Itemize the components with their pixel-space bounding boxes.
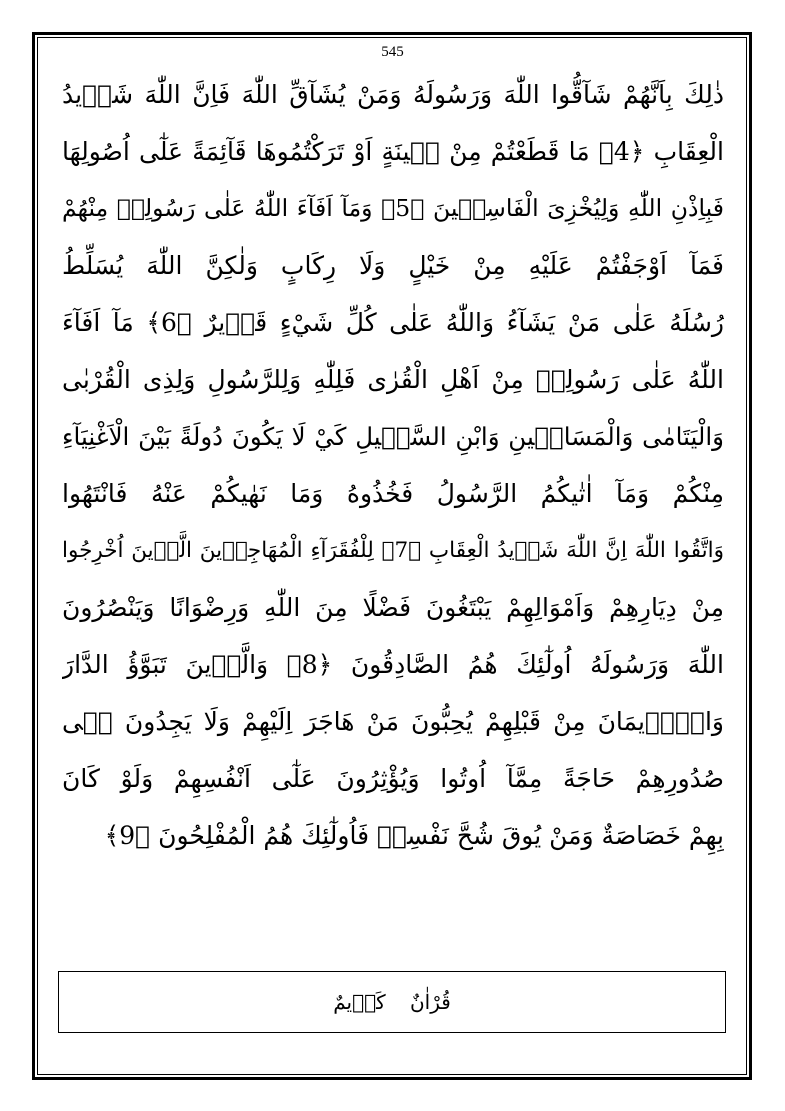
verse-text-block [62,66,724,864]
footer-label: قُرْاٰنٌ كَرٖيمٌ [333,990,451,1014]
verse-line-10: مِنْ دِيَارِهِمْ وَاَمْوَالِهِمْ يَبْتَغُونَ فَضْلًا مِنَ اللّٰهِ وَرِضْوَانًا وَيَنْصُرُونَ [62,593,724,622]
verse-line-11: اللّٰهَ وَرَسُولَهُ اُولٰٓئِكَ هُمُ الصَّادِقُونَ ﴿8﴾ وَالَّذٖينَ تَبَوَّؤُ الدَّارَ [62,650,724,679]
verse-line-4: فَمَآ اَوْجَفْتُمْ عَلَيْهِ مِنْ خَيْلٍ وَلَا رِكَابٍ وَلٰكِنَّ اللّٰهَ يُسَلِّطُ [62,251,724,280]
verse-line-7: وَالْيَتَامٰى وَالْمَسَاكٖينِ وَابْنِ السَّبٖيلِ كَيْ لَا يَكُونَ دُولَةً بَيْنَ الْاَغْنِيَآءِ [62,422,724,451]
verse-line-2: الْعِقَابِ ﴿4﴾ مَا قَطَعْتُمْ مِنْ لٖينَةٍ اَوْ تَرَكْتُمُوهَا قَآئِمَةً عَلٰٓى اُصُولِهَا [62,137,724,166]
footer-box [58,971,726,1033]
verse-line-14: بِهِمْ خَصَاصَةٌ وَمَنْ يُوقَ شُحَّ نَفْسِهٖ فَاُولٰٓئِكَ هُمُ الْمُفْلِحُونَ ﴿9﴾ [104,821,724,850]
verse-line-13: صُدُورِهِمْ حَاجَةً مِمَّآ اُوتُوا وَيُؤْثِرُونَ عَلٰٓى اَنْفُسِهِمْ وَلَوْ كَانَ [62,764,724,793]
verse-line-6: اللّٰهُ عَلٰى رَسُولِهٖ مِنْ اَهْلِ الْقُرٰى فَلِلّٰهِ وَلِلرَّسُولِ وَلِذِى الْقُرْبٰى [62,365,724,394]
verse-line-8: مِنْكُمْ وَمَآ اٰتٰيكُمُ الرَّسُولُ فَخُذُوهُ وَمَا نَهٰيكُمْ عَنْهُ فَانْتَهُوا [62,479,724,508]
verse-line-3: فَبِاِذْنِ اللّٰهِ وَلِيُخْزِىَ الْفَاسِقٖينَ ﴿5﴾ وَمَآ اَفَآءَ اللّٰهُ عَلٰى رَسُولِهٖ مِنْهُمْ [62,194,724,222]
verse-line-5: رُسُلَهُ عَلٰى مَنْ يَشَآءُ وَاللّٰهُ عَلٰى كُلِّ شَيْءٍ قَدٖيرٌ ﴿6﴾ مَآ اَفَآءَ [62,308,724,337]
page-number: 545 [381,44,404,60]
verse-line-1: ذٰلِكَ بِاَنَّهُمْ شَآقُّوا اللّٰهَ وَرَسُولَهُ وَمَنْ يُشَآقِّ اللّٰهَ فَاِنَّ اللّٰهَ شَدٖيدُ [62,80,724,109]
verse-line-12: وَالْاٖيمَانَ مِنْ قَبْلِهِمْ يُحِبُّونَ مَنْ هَاجَرَ اِلَيْهِمْ وَلَا يَجِدُونَ فٖى [62,707,724,736]
verse-line-9: وَاتَّقُوا اللّٰهَ اِنَّ اللّٰهَ شَدٖيدُ الْعِقَابِ ﴿7﴾ لِلْفُقَرَآءِ الْمُهَاجِرٖينَ الَّذٖينَ اُخْرِجُوا [62,538,724,563]
